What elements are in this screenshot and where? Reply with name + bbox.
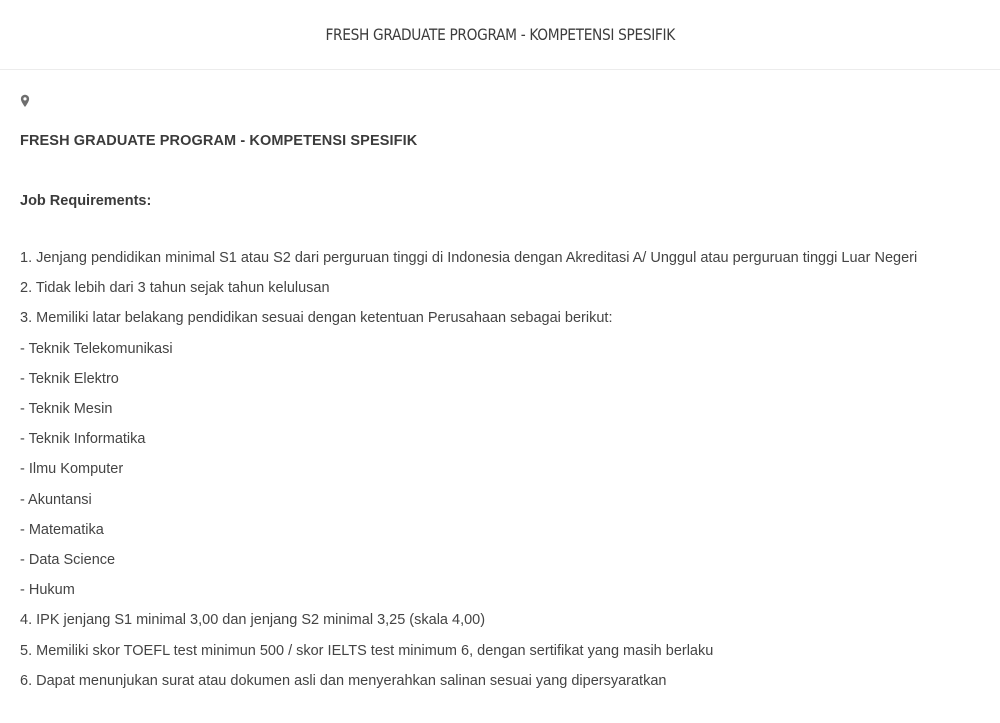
requirement-item: - Ilmu Komputer <box>20 461 124 478</box>
requirement-item: - Teknik Mesin <box>20 401 113 418</box>
requirement-item: - Hukum <box>20 582 75 599</box>
requirement-item: 5. Memiliki skor TOEFL test minimun 500 / skor IELTS test minimum 6, dengan sertifikat yang masih berlaku <box>20 642 714 659</box>
requirements-heading: Job Requirements: <box>20 193 152 209</box>
page-title: FRESH GRADUATE PROGRAM - KOMPETENSI SPESIFIK <box>325 25 675 44</box>
job-title: FRESH GRADUATE PROGRAM - KOMPETENSI SPESIFIK <box>20 133 418 149</box>
requirement-item: 6. Dapat menunjukan surat atau dokumen asli dan menyerahkan salinan sesuai yang dipersyaratkan <box>20 672 667 689</box>
page-header <box>0 0 1000 70</box>
requirement-item: - Teknik Telekomunikasi <box>20 340 173 357</box>
requirement-item: - Matematika <box>20 521 104 538</box>
requirement-item: 2. Tidak lebih dari 3 tahun sejak tahun kelulusan <box>20 280 330 297</box>
requirement-item: 4. IPK jenjang S1 minimal 3,00 dan jenjang S2 minimal 3,25 (skala 4,00) <box>20 612 486 629</box>
requirement-item: - Teknik Informatika <box>20 431 146 448</box>
requirements-list <box>20 243 980 696</box>
requirement-item: 1. Jenjang pendidikan minimal S1 atau S2 dari perguruan tinggi di Indonesia dengan Akreditasi A/ Unggul atau perguruan tinggi Luar Negeri <box>20 250 918 266</box>
requirement-item: - Teknik Elektro <box>20 370 119 387</box>
requirement-item: - Akuntansi <box>20 491 92 508</box>
map-pin-icon <box>20 94 30 108</box>
job-detail <box>0 70 1000 696</box>
requirement-item: 3. Memiliki latar belakang pendidikan sesuai dengan ketentuan Perusahaan sebagai berikut: <box>20 310 613 327</box>
requirement-item: - Data Science <box>20 552 116 569</box>
